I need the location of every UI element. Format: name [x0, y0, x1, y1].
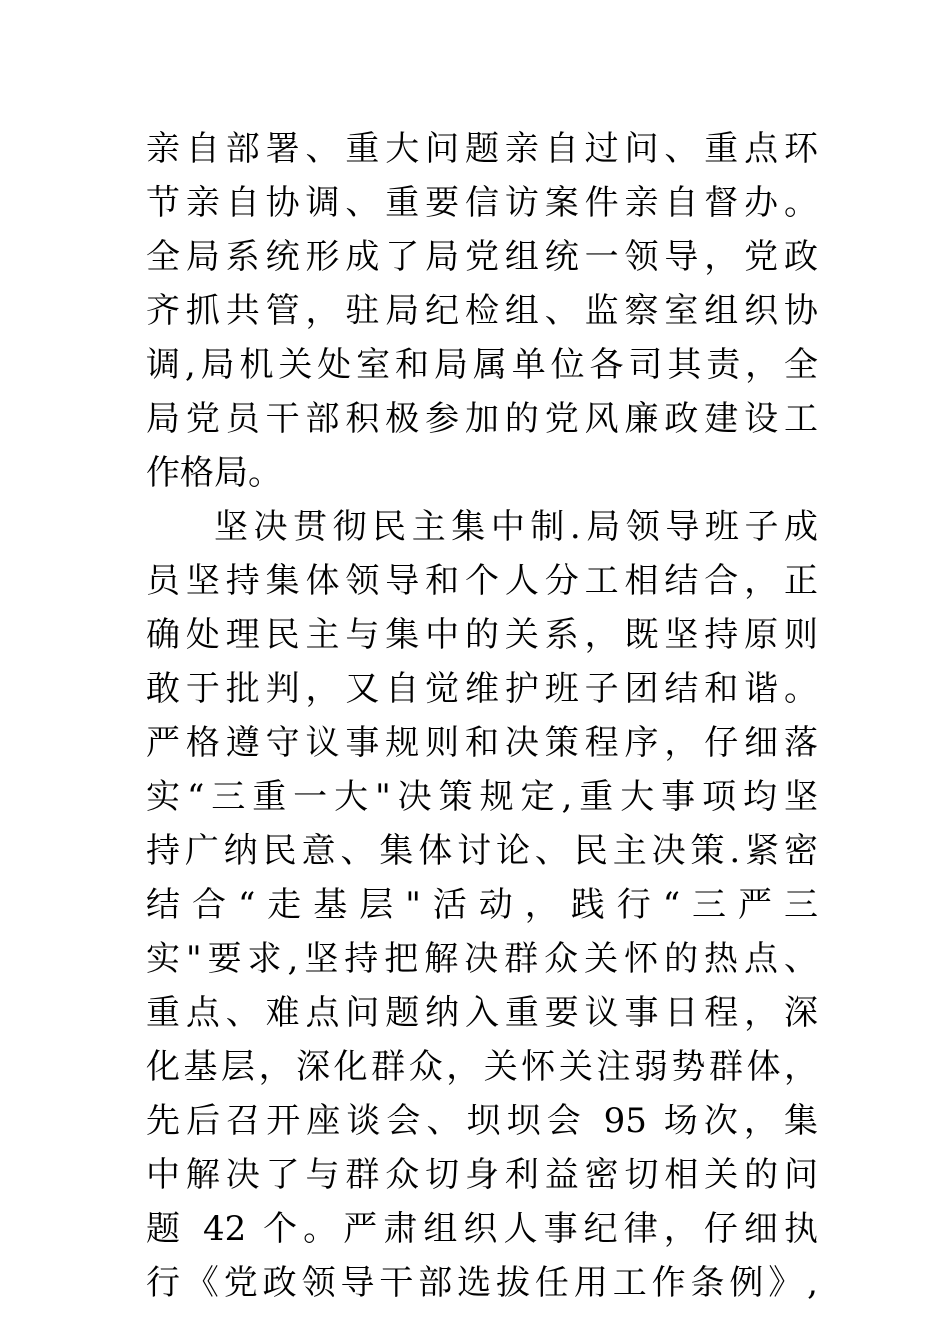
text-line: 作格局。 [146, 453, 282, 493]
text-line: 亲自部署、重大问题亲自过问、重点环 [146, 129, 818, 169]
text-line: 严格遵守议事规则和决策程序，仔细落 [146, 723, 818, 763]
text-line: 行《党政领导干部选拔任用工作条例》, [146, 1263, 818, 1303]
text-line: 实"要求,坚持把解决群众关怀的热点、 [146, 939, 818, 979]
text-line: 全局系统形成了局党组统一领导，党政 [146, 237, 818, 277]
text-line: 题 42 个。严肃组织人事纪律，仔细执 [146, 1209, 818, 1249]
text-line: 员坚持集体领导和个人分工相结合，正 [146, 561, 818, 601]
text-line: 节亲自协调、重要信访案件亲自督办。 [146, 183, 818, 223]
paragraph-first-line: 坚决贯彻民主集中制.局领导班子成 [214, 507, 818, 547]
text-line: 化基层，深化群众，关怀关注弱势群体， [146, 1047, 818, 1087]
text-line: 确处理民主与集中的关系，既坚持原则 [146, 615, 818, 655]
body-text [146, 122, 818, 1310]
text-line: 持广纳民意、集体讨论、民主决策.紧密 [146, 831, 818, 871]
text-line: 调,局机关处室和局属单位各司其责，全 [146, 345, 818, 385]
text-line: 实“三重一大"决策规定,重大事项均坚 [146, 777, 818, 817]
text-line: 结合“走基层"活动，践行“三严三 [146, 885, 818, 925]
text-line: 敢于批判，又自觉维护班子团结和谐。 [146, 669, 818, 709]
text-line: 齐抓共管，驻局纪检组、监察室组织协 [146, 291, 818, 331]
text-line: 先后召开座谈会、坝坝会 95 场次，集 [146, 1101, 818, 1141]
text-line: 中解决了与群众切身利益密切相关的问 [146, 1155, 818, 1195]
text-line: 局党员干部积极参加的党风廉政建设工 [146, 399, 818, 439]
text-line: 重点、难点问题纳入重要议事日程，深 [146, 993, 818, 1033]
